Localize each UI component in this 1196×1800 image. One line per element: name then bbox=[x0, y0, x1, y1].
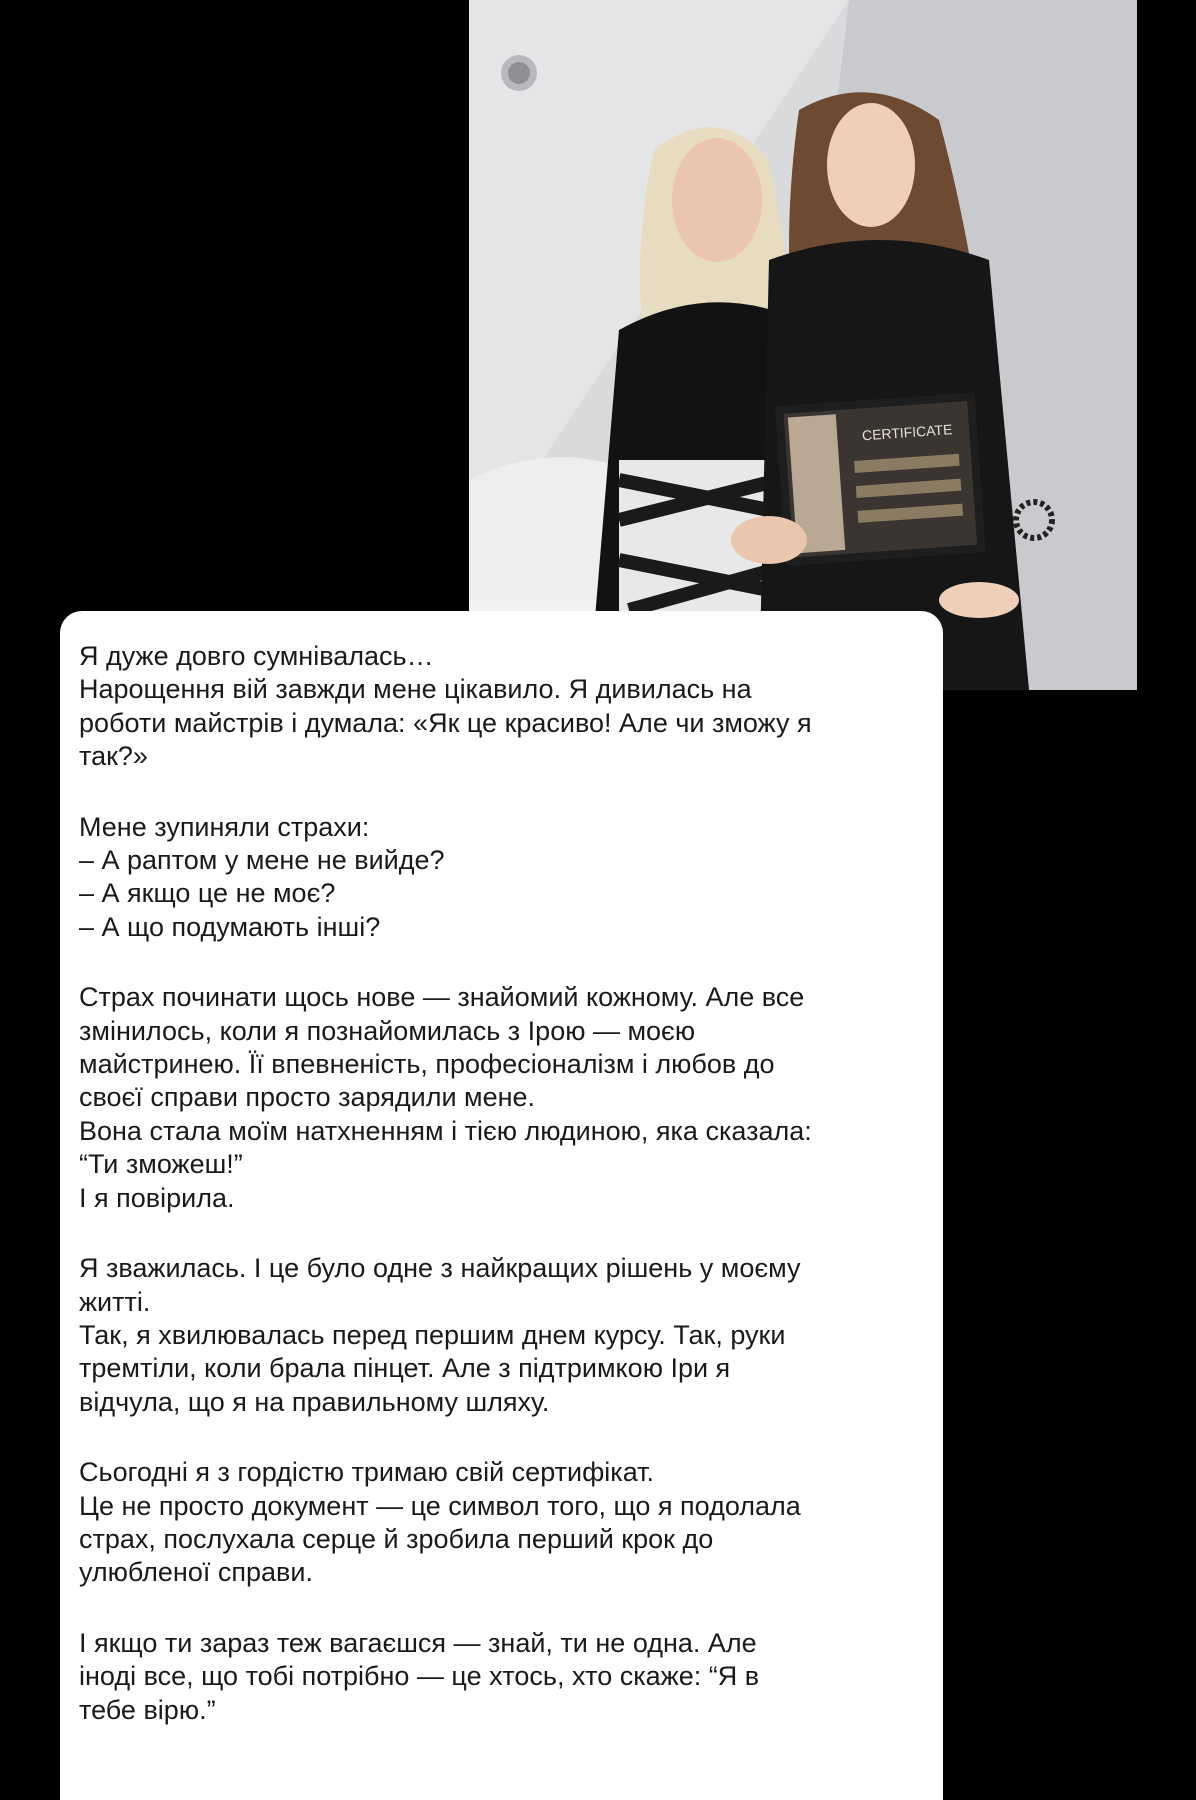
message-line: іноді все, що тобі потрібно — це хтось, хто скаже: “Я в bbox=[79, 1661, 760, 1692]
message-line: І я повірила. bbox=[79, 1182, 235, 1213]
message-line: тебе вірю.” bbox=[79, 1694, 216, 1725]
message-paragraph bbox=[79, 1252, 923, 1419]
message-line: І якщо ти зараз теж вагаєшся — знай, ти не одна. Але bbox=[79, 1627, 757, 1658]
message-line: тремтіли, коли брала пінцет. Але з підтримкою Іри я bbox=[79, 1353, 731, 1384]
message-line: Це не просто документ — це символ того, що я подолала bbox=[79, 1490, 801, 1521]
message-line: житті. bbox=[79, 1286, 151, 1317]
message-line: “Ти зможеш!” bbox=[79, 1149, 243, 1180]
message-line: роботи майстрів і думала: «Як це красиво! Але чи зможу я bbox=[79, 707, 812, 738]
message-line: Вона стала моїм натхненням і тією людиною, яка сказала: bbox=[79, 1115, 812, 1146]
photo-image bbox=[469, 0, 1137, 690]
message-paragraph bbox=[79, 811, 923, 945]
message-line: Я зважилась. І це було одне з найкращих рішень у моєму bbox=[79, 1253, 801, 1284]
message-paragraph bbox=[79, 640, 923, 774]
message-line: Страх починати щось нове — знайомий кожному. Але все bbox=[79, 982, 805, 1013]
message-line: – А раптом у мене не вийде? bbox=[79, 845, 445, 876]
message-line: відчула, що я на правильному шляху. bbox=[79, 1386, 550, 1417]
attached-photo[interactable] bbox=[469, 0, 1137, 690]
message-line: змінилось, коли я познайомилась з Ірою — моєю bbox=[79, 1015, 696, 1046]
message-line: Так, я хвилювалась перед першим днем курсу. Так, руки bbox=[79, 1319, 786, 1350]
message-line: Сьогодні я з гордістю тримаю свій сертифікат. bbox=[79, 1457, 654, 1488]
message-line: Мене зупиняли страхи: bbox=[79, 811, 370, 842]
message-line: Нарощення вій завжди мене цікавило. Я дивилась на bbox=[79, 674, 752, 705]
message-paragraph bbox=[79, 1456, 923, 1590]
message-line: улюбленої справи. bbox=[79, 1557, 313, 1588]
message-line: своєї справи просто зарядили мене. bbox=[79, 1082, 536, 1113]
message-paragraph bbox=[79, 981, 923, 1215]
message-line: – А що подумають інші? bbox=[79, 911, 381, 942]
message-line: майстринею. Її впевненість, професіоналізм і любов до bbox=[79, 1049, 775, 1080]
message-line: так?» bbox=[79, 741, 148, 772]
message-line: страх, послухала серце й зробила перший крок до bbox=[79, 1523, 714, 1554]
message-paragraph bbox=[79, 1627, 923, 1727]
message-bubble[interactable] bbox=[60, 611, 943, 1800]
certificate-title: CERTIFICATE bbox=[861, 421, 953, 444]
message-line: – А якщо це не моє? bbox=[79, 878, 336, 909]
message-line: Я дуже довго сумнівалась… bbox=[79, 641, 434, 671]
